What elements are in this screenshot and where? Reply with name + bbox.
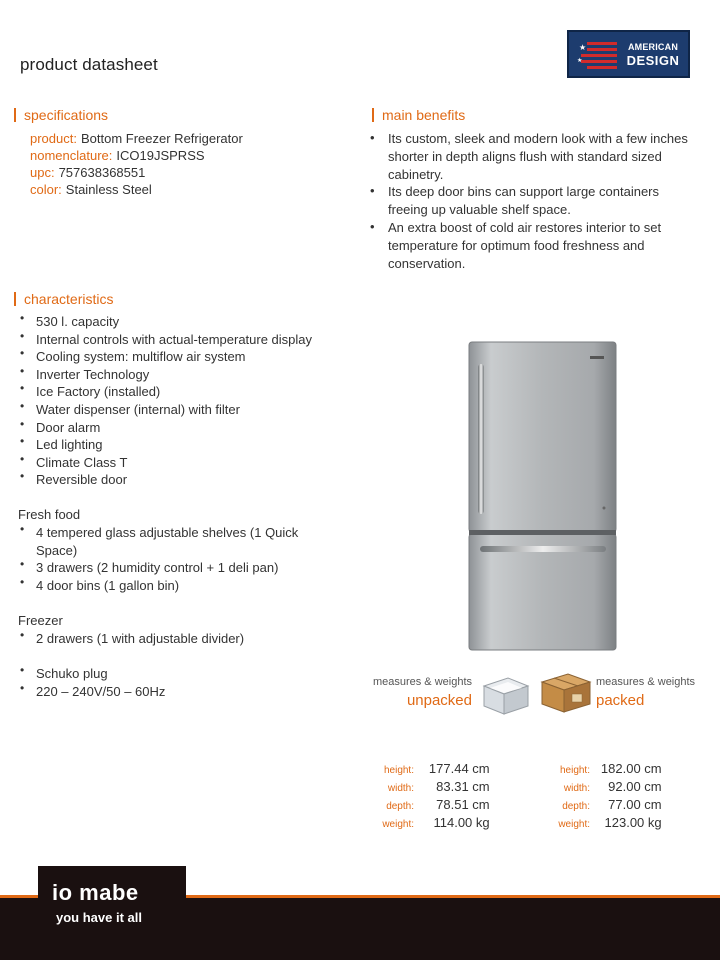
spec-row-nomenclature: nomenclature: ICO19JSPRSS xyxy=(30,148,205,163)
packed-subtitle: packed xyxy=(596,692,645,709)
packed-width-row: width: 92.00 cm xyxy=(563,779,662,794)
badge-line2: DESIGN xyxy=(626,53,680,68)
freezer-heading: Freezer xyxy=(18,613,63,628)
packed-weight-row: weight: 123.00 kg xyxy=(558,815,662,830)
specifications-heading: specifications xyxy=(14,107,108,123)
unpacked-depth-row: depth: 78.51 cm xyxy=(386,797,490,812)
spec-row-color: color: Stainless Steel xyxy=(30,182,152,197)
list-item: • Water dispenser (internal) with filter xyxy=(18,401,312,419)
fresh-food-list xyxy=(18,524,328,594)
badge-line1: AMERICAN xyxy=(627,42,679,52)
cardboard-box-icon xyxy=(536,666,596,718)
unpacked-subtitle: unpacked xyxy=(406,692,472,709)
list-item: • 2 drawers (1 with adjustable divider) xyxy=(18,630,244,648)
packed-height-row: height: 182.00 cm xyxy=(559,761,662,776)
unpacked-title: measures & weights xyxy=(372,676,472,688)
american-design-badge xyxy=(567,30,690,78)
spec-row-product: product: Bottom Freezer Refrigerator xyxy=(30,131,243,146)
characteristics-heading: characteristics xyxy=(14,291,113,307)
characteristics-list xyxy=(18,313,312,489)
us-flag-icon xyxy=(577,38,617,70)
svg-text:★: ★ xyxy=(579,43,587,52)
benefits-list xyxy=(370,130,692,272)
main-benefits-heading: main benefits xyxy=(372,107,465,123)
spec-row-upc: upc: 757638368551 xyxy=(30,165,146,180)
list-item: • 220 – 240V/50 – 60Hz xyxy=(18,683,165,701)
svg-text:★: ★ xyxy=(577,57,583,64)
list-item: • Schuko plug xyxy=(18,665,165,683)
unpacked-width-row: width: 83.31 cm xyxy=(387,779,490,794)
brand-logo: io mabe xyxy=(52,880,139,905)
refrigerator-image xyxy=(468,340,617,652)
electrical-list xyxy=(18,665,165,700)
list-item: • 530 l. capacity xyxy=(18,313,312,331)
document-title: product datasheet xyxy=(20,55,158,74)
open-cube-icon xyxy=(476,668,534,718)
list-item: • Internal controls with actual-temperature display xyxy=(18,331,312,349)
list-item: • Reversible door xyxy=(18,471,312,489)
list-item: • Ice Factory (installed) xyxy=(18,383,312,401)
unpacked-weight-row: weight: 114.00 kg xyxy=(382,815,490,830)
list-item: • 4 tempered glass adjustable shelves (1 Quick Space) xyxy=(18,524,328,559)
benefit-item: • Its deep door bins can support large containers freeing up valuable shelf space. xyxy=(370,183,692,219)
list-item: • Led lighting xyxy=(18,436,312,454)
list-item: • Door alarm xyxy=(18,419,312,437)
list-item: • Cooling system: multiflow air system xyxy=(18,348,312,366)
unpacked-height-row: height: 177.44 cm xyxy=(383,761,490,776)
brand-tagline: you have it all xyxy=(56,910,142,925)
list-item: • Climate Class T xyxy=(18,454,312,472)
fresh-food-heading: Fresh food xyxy=(18,507,81,522)
freezer-list xyxy=(18,630,244,648)
list-item: • 4 door bins (1 gallon bin) xyxy=(18,577,328,595)
benefit-item: • An extra boost of cold air restores interior to set temperature for optimum food freshness and conservation. xyxy=(370,219,692,272)
packed-depth-row: depth: 77.00 cm xyxy=(562,797,662,812)
benefit-item: • Its custom, sleek and modern look with a few inches shorter in depth aligns flush with standard sized cabinetry. xyxy=(370,130,692,183)
list-item: • 3 drawers (2 humidity control + 1 deli pan) xyxy=(18,559,328,577)
packed-title: measures & weights xyxy=(596,676,696,688)
list-item: • Inverter Technology xyxy=(18,366,312,384)
